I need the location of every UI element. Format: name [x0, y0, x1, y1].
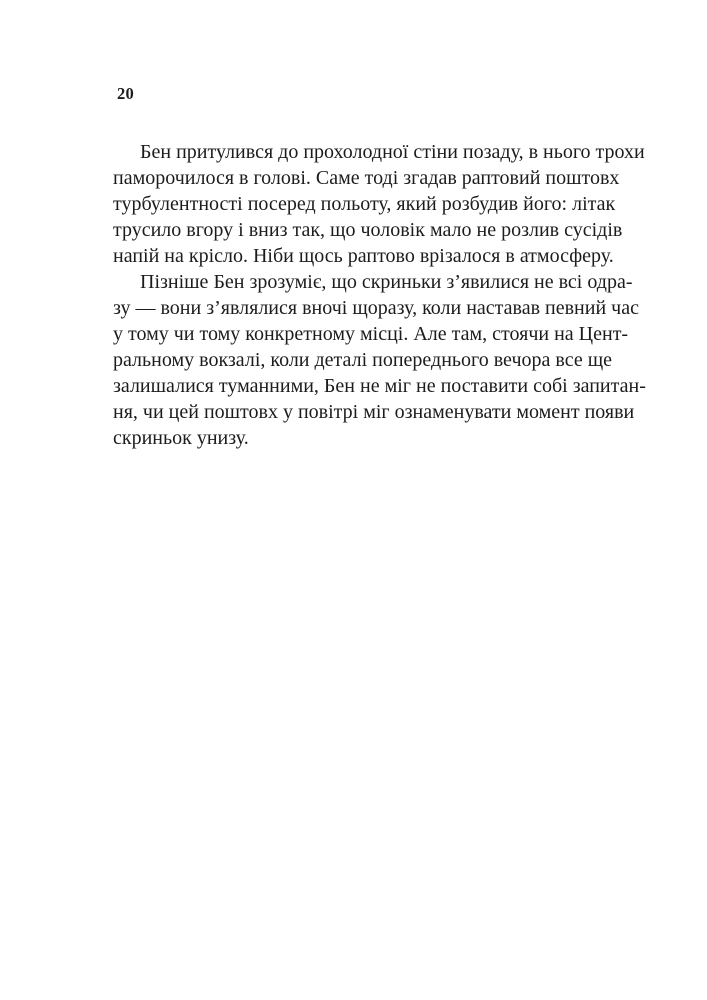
- text-line: скриньок унизу.: [113, 427, 249, 449]
- text-line: ня, чи цей поштовх у повітрі міг ознаменувати момент появи: [113, 401, 635, 423]
- text-line: паморочилося в голові. Саме тоді згадав раптовий поштовх: [113, 167, 620, 189]
- text-line: напій на крісло. Ніби щось раптово врізалося в атмосферу.: [113, 245, 614, 267]
- paragraph: [113, 139, 645, 269]
- page-number: 20: [117, 84, 135, 103]
- text-line: трусило вгору і вниз так, що чоловік мало не розлив сусідів: [113, 219, 623, 241]
- text-line: Бен притулився до прохолодної стіни позаду, в нього трохи: [140, 141, 645, 163]
- paragraph: [113, 269, 646, 451]
- text-line: залишалися туманними, Бен не міг не поставити собі запитан-: [113, 375, 646, 397]
- text-line: ральному вокзалі, коли деталі попереднього вечора все ще: [113, 349, 612, 371]
- body-text: [113, 139, 646, 451]
- text-line: Пізніше Бен зрозуміє, що скриньки з’явилися не всі одра-: [140, 271, 633, 293]
- text-line: зу — вони з’являлися вночі щоразу, коли наставав певний час: [113, 297, 639, 319]
- text-line: у тому чи тому конкретному місці. Але там, стоячи на Цент-: [113, 323, 629, 345]
- text-line: турбулентності посеред польоту, який розбудив його: літак: [113, 193, 616, 215]
